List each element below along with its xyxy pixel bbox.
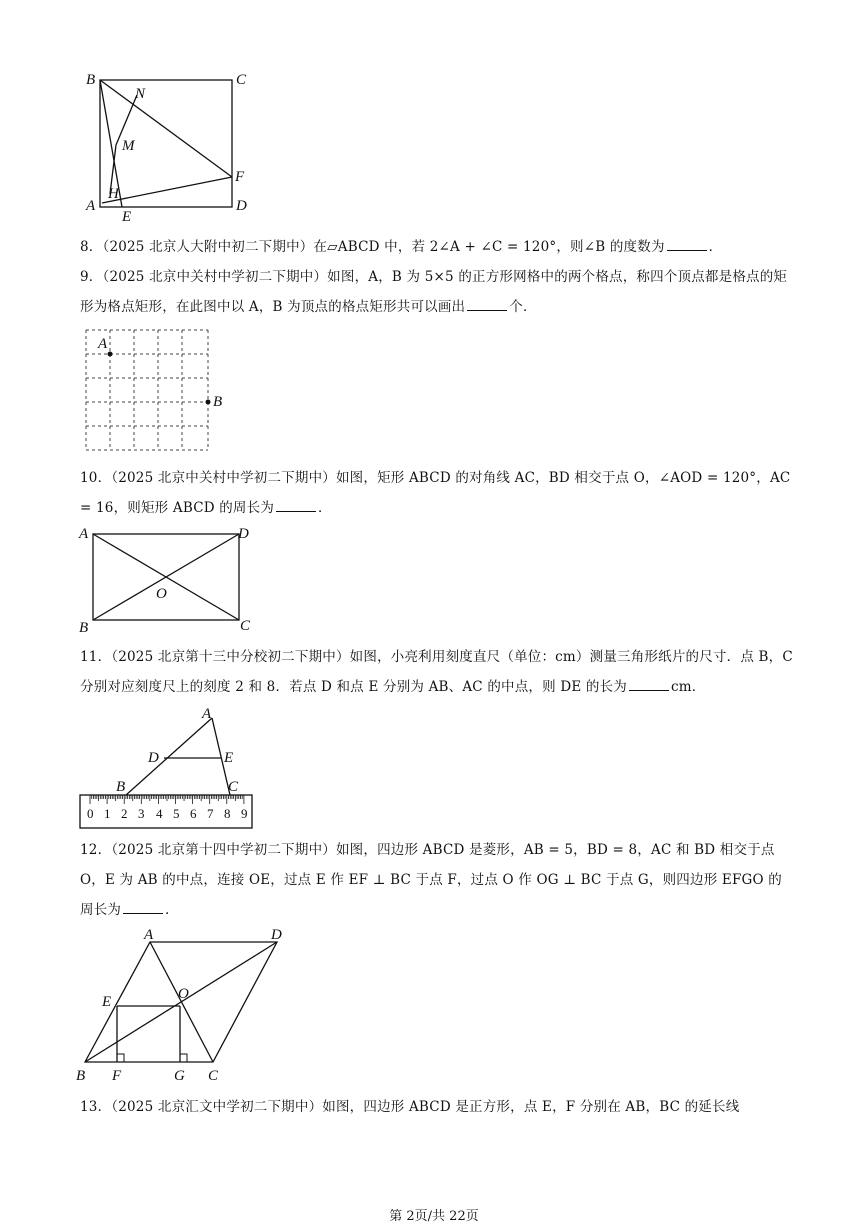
answer-blank[interactable] <box>667 236 707 251</box>
ruler-label-0: 0 <box>87 806 94 821</box>
label-a: A <box>98 336 108 352</box>
question-11 <box>80 642 795 702</box>
question-9 <box>80 262 795 322</box>
label-d: D <box>271 927 282 943</box>
label-a: A <box>144 927 154 943</box>
label-e: E <box>122 209 132 225</box>
ruler-label-4: 4 <box>156 806 163 821</box>
label-m: M <box>122 138 135 154</box>
question-11-end: cm． <box>671 679 706 695</box>
label-c: C <box>208 1068 219 1084</box>
label-f: F <box>112 1068 122 1084</box>
ruler-label-7: 7 <box>207 806 214 821</box>
label-d: D <box>238 526 249 542</box>
question-12 <box>80 835 795 925</box>
answer-blank[interactable] <box>467 296 507 311</box>
answer-blank[interactable] <box>276 497 316 512</box>
label-c: C <box>240 618 251 634</box>
label-b: B <box>213 394 223 410</box>
label-b: B <box>116 779 126 795</box>
label-e: E <box>224 750 234 766</box>
ruler-label-5: 5 <box>173 806 180 821</box>
label-d: D <box>148 750 159 766</box>
figure-rhombus-q12 <box>72 926 292 1084</box>
label-o: O <box>156 586 167 602</box>
label-d: D <box>236 198 247 214</box>
question-10-end: ． <box>318 500 332 516</box>
label-n: N <box>135 86 146 102</box>
label-h: H <box>108 186 119 202</box>
answer-blank[interactable] <box>123 899 163 914</box>
figure-rectangle-q10 <box>76 524 266 636</box>
label-c: C <box>236 72 247 88</box>
label-a: A <box>86 198 96 214</box>
figure-triangle-ruler-q11 <box>76 704 260 832</box>
ruler-label-6: 6 <box>190 806 197 821</box>
question-12-text: 12．（2025 北京第十四中学初二下期中）如图，四边形 ABCD 是菱形，AB = 5，BD = 8，AC 和 BD 相交于点 O，E 为 AB 的中点，连接 OE，过点 E 作 EF ⊥ BC 于点 F，过点 O 作 OG ⊥ BC 于点 G，则四边形 EFGO 的周长为 <box>80 842 782 918</box>
label-f: F <box>235 169 245 185</box>
label-b: B <box>86 72 96 88</box>
label-a: A <box>79 526 89 542</box>
question-8-text: 8．（2025 北京人大附中初二下期中）在▱ABCD 中，若 2∠A + ∠C = 120°，则∠B 的度数为 <box>80 239 665 255</box>
question-8-end: ． <box>708 239 723 255</box>
label-b: B <box>79 620 89 636</box>
label-b: B <box>76 1068 86 1084</box>
question-8 <box>80 232 795 262</box>
label-a: A <box>202 706 212 722</box>
question-13-text: 13．（2025 北京汇文中学初二下期中）如图，四边形 ABCD 是正方形，点 E，F 分别在 AB，BC 的延长线 <box>80 1099 740 1115</box>
question-10 <box>80 463 795 523</box>
question-9-end: 个． <box>509 299 537 315</box>
figure-square-abcd-q7 <box>80 68 260 228</box>
label-e: E <box>102 994 112 1010</box>
ruler-label-8: 8 <box>224 806 231 821</box>
question-9-text: 9．（2025 北京中关村中学初二下期中）如图，A，B 为 5×5 的正方形网格中的两个格点，称四个顶点都是格点的矩形为格点矩形，在此图中以 A，B 为顶点的格点矩形共可以画出 <box>80 269 788 315</box>
answer-blank[interactable] <box>629 676 669 691</box>
question-11-text: 11．（2025 北京第十三中分校初二下期中）如图，小亮利用刻度直尺（单位：cm）测量三角形纸片的尺寸．点 B，C 分别对应刻度尺上的刻度 2 和 8．若点 D 和点 E 分别为 AB、AC 的中点，则 DE 的长为 <box>80 649 793 695</box>
question-13 <box>80 1092 795 1122</box>
ruler-label-9: 9 <box>241 806 248 821</box>
ruler-label-2: 2 <box>121 806 128 821</box>
page-footer: 第 2页/共 22页 <box>389 1209 479 1224</box>
question-12-end: ． <box>165 902 179 918</box>
question-10-text: 10．（2025 北京中关村中学初二下期中）如图，矩形 ABCD 的对角线 AC，BD 相交于点 O，∠AOD = 120°，AC = 16，则矩形 ABCD 的周长为 <box>80 470 791 516</box>
figure-grid-q9 <box>80 326 240 454</box>
ruler-label-1: 1 <box>104 806 111 821</box>
label-c: C <box>228 779 239 795</box>
label-o: O <box>178 986 189 1002</box>
label-g: G <box>174 1068 185 1084</box>
ruler-label-3: 3 <box>138 806 145 821</box>
